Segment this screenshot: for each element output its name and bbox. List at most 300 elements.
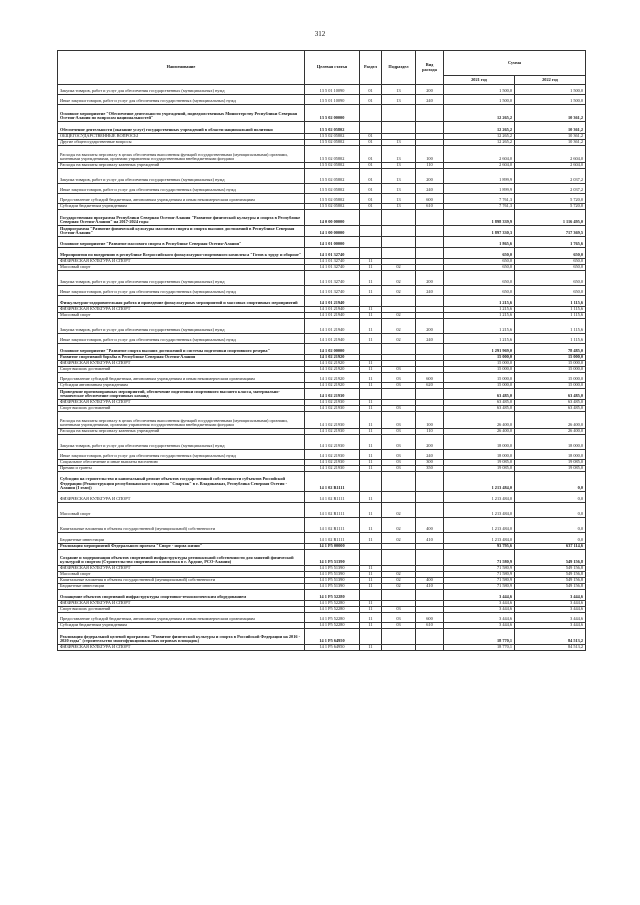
row-code-cell: 13 5 02 00000 [305, 105, 360, 122]
row-code-cell: 14 1 02 21930 [305, 460, 360, 466]
row-section-cell [360, 472, 382, 492]
header-year-2021: 2021 год [444, 76, 515, 85]
row-sum-2022-cell: 10 361,2 [515, 134, 586, 140]
row-subsection-cell: 02 [382, 313, 416, 319]
row-name-cell: Физкультурно-оздоровительная работа и проведение физкультурных мероприятий и массовых спортивных мероприятий [58, 296, 305, 307]
row-subsection-cell: 03 [382, 450, 416, 460]
row-expense-type-cell [416, 389, 444, 400]
row-code-cell: 14 1 02 21920 [305, 367, 360, 373]
row-expense-type-cell: 600 [416, 613, 444, 623]
row-sum-2022-cell: 549 156,8 [515, 550, 586, 566]
row-sum-2022-cell: 0,0 [515, 533, 586, 544]
row-sum-2021-cell: 1 500,0 [444, 95, 515, 105]
row-sum-2021-cell: 3 444,6 [444, 613, 515, 623]
table-row [58, 286, 586, 296]
table-row [58, 163, 586, 169]
row-section-cell: 11 [360, 566, 382, 572]
row-sum-2021-cell: 71 580,9 [444, 566, 515, 572]
row-name-cell: Мероприятия по внедрению в республике Всероссийского физкультурно-спортивного комплекса "Готов к труду и обороне" [58, 248, 305, 259]
row-sum-2022-cell: 3 444,6 [515, 590, 586, 601]
row-subsection-cell [382, 296, 416, 307]
row-sum-2022-cell: 717 369,5 [515, 226, 586, 237]
row-subsection-cell: 13 [382, 146, 416, 163]
row-section-cell: 11 [360, 435, 382, 450]
row-sum-2022-cell: 15 000,0 [515, 383, 586, 389]
header-year-2022: 2022 год [515, 76, 586, 85]
table-row [58, 590, 586, 601]
row-expense-type-cell: 410 [416, 584, 444, 590]
row-sum-2021-cell: 3 444,6 [444, 601, 515, 607]
row-code-cell: 14 1 P5 52280 [305, 590, 360, 601]
row-name-cell: ФИЗИЧЕСКАЯ КУЛЬТУРА И СПОРТ [58, 361, 305, 367]
row-section-cell [360, 590, 382, 601]
table-row [58, 435, 586, 450]
row-subsection-cell [382, 550, 416, 566]
table-row [58, 344, 586, 355]
row-sum-2022-cell: 84 513,2 [515, 645, 586, 651]
row-code-cell: 14 1 02 21920 [305, 373, 360, 383]
row-sum-2021-cell: 12 265,2 [444, 140, 515, 146]
row-sum-2021-cell: 15 000,0 [444, 373, 515, 383]
row-subsection-cell [382, 248, 416, 259]
table-row [58, 184, 586, 194]
row-sum-2022-cell: 549 156,8 [515, 584, 586, 590]
row-sum-2022-cell: 1 115,6 [515, 296, 586, 307]
row-expense-type-cell: 620 [416, 383, 444, 389]
row-sum-2021-cell: 63 485,0 [444, 389, 515, 400]
row-section-cell: 11 [360, 645, 382, 651]
row-section-cell: 11 [360, 518, 382, 533]
row-subsection-cell: 13 [382, 184, 416, 194]
row-expense-type-cell: 240 [416, 95, 444, 105]
row-expense-type-cell: 400 [416, 578, 444, 584]
header-name: Наименование [58, 51, 305, 85]
row-name-cell: Реализация федеральной целевой программы "Развитие физической культуры и спорта в Российской Федерации на 2016 - 2020 годы" (строительство многофункциональных игровых площадок) [58, 629, 305, 645]
row-sum-2021-cell: 19 085,0 [444, 466, 515, 472]
row-code-cell: 13 5 02 05802 [305, 184, 360, 194]
row-expense-type-cell: 240 [416, 184, 444, 194]
row-sum-2022-cell: 3 444,6 [515, 607, 586, 613]
row-code-cell: 13 5 02 05802 [305, 122, 360, 134]
row-name-cell: Спорт высших достижений [58, 406, 305, 412]
row-section-cell: 11 [360, 259, 382, 265]
header-section: Раздел [360, 51, 382, 85]
row-code-cell: 14 1 02 R1111 [305, 533, 360, 544]
row-sum-2022-cell: 10 361,2 [515, 122, 586, 134]
row-sum-2022-cell: 3 444,6 [515, 601, 586, 607]
row-name-cell: Основное мероприятие "Обеспечение деятельности учреждений, подведомственных Министерству Республики Северная Осетия-Алания по вопросам национальностей" [58, 105, 305, 122]
row-name-cell: Основное мероприятие "Развитие массового спорта в Республике Северная Осетия-Алания" [58, 237, 305, 248]
row-sum-2022-cell: 5 720,0 [515, 194, 586, 204]
row-name-cell: Капитальные вложения в объекты государственной (муниципальной) собственности [58, 518, 305, 533]
table-row [58, 134, 586, 140]
row-code-cell: 14 1 P5 51390 [305, 584, 360, 590]
table-row [58, 271, 586, 286]
row-section-cell: 11 [360, 613, 382, 623]
row-section-cell: 11 [360, 607, 382, 613]
row-name-cell: Иные закупки товаров, работ и услуг для обеспечения государственных (муниципальных) нужд [58, 95, 305, 105]
row-subsection-cell: 03 [382, 613, 416, 623]
row-sum-2022-cell: 15 000,0 [515, 355, 586, 361]
row-name-cell: Бюджетные инвестиции [58, 533, 305, 544]
row-expense-type-cell [416, 296, 444, 307]
row-sum-2021-cell: 1 898 339,9 [444, 210, 515, 226]
row-sum-2021-cell: 3 444,6 [444, 590, 515, 601]
row-expense-type-cell: 610 [416, 623, 444, 629]
row-code-cell: 13 5 02 05802 [305, 140, 360, 146]
row-code-cell: 13 5 02 05802 [305, 204, 360, 210]
row-code-cell: 14 1 00 00000 [305, 226, 360, 237]
row-sum-2022-cell: 10 361,2 [515, 140, 586, 146]
table-row [58, 503, 586, 518]
row-sum-2021-cell: 15 000,0 [444, 383, 515, 389]
row-sum-2022-cell: 63 485,0 [515, 400, 586, 406]
row-sum-2022-cell: 1 115,6 [515, 307, 586, 313]
row-section-cell [360, 210, 382, 226]
row-section-cell: 11 [360, 412, 382, 429]
row-code-cell: 14 1 01 21940 [305, 319, 360, 334]
row-expense-type-cell [416, 122, 444, 134]
row-name-cell: Субсидии автономным учреждениям [58, 383, 305, 389]
row-name-cell: Закупка товаров, работ и услуг для обеспечения государственных (муниципальных) нужд [58, 271, 305, 286]
row-sum-2021-cell: 1 215,6 [444, 334, 515, 344]
row-sum-2022-cell: 637 114,6 [515, 544, 586, 550]
row-section-cell: 01 [360, 184, 382, 194]
row-section-cell [360, 105, 382, 122]
row-section-cell: 01 [360, 146, 382, 163]
row-name-cell: Иные закупки товаров, работ и услуг для обеспечения государственных (муниципальных) нужд [58, 334, 305, 344]
row-section-cell: 11 [360, 400, 382, 406]
row-sum-2021-cell: 1 213 484,0 [444, 472, 515, 492]
row-sum-2021-cell: 12 265,2 [444, 134, 515, 140]
row-sum-2021-cell: 15 000,0 [444, 361, 515, 367]
row-expense-type-cell [416, 105, 444, 122]
row-expense-type-cell: 100 [416, 146, 444, 163]
row-sum-2021-cell: 15 000,0 [444, 355, 515, 361]
row-sum-2022-cell: 549 156,8 [515, 578, 586, 584]
row-code-cell: 14 1 01 00000 [305, 237, 360, 248]
row-sum-2022-cell: 650,0 [515, 248, 586, 259]
row-section-cell: 01 [360, 194, 382, 204]
row-expense-type-cell: 240 [416, 286, 444, 296]
row-subsection-cell [382, 226, 416, 237]
table-row [58, 226, 586, 237]
row-code-cell: 13 5 02 05802 [305, 134, 360, 140]
row-code-cell: 14 1 02 21930 [305, 450, 360, 460]
row-sum-2022-cell: 1 500,0 [515, 95, 586, 105]
row-sum-2022-cell: 1 115,6 [515, 319, 586, 334]
row-subsection-cell: 03 [382, 406, 416, 412]
row-subsection-cell: 02 [382, 319, 416, 334]
row-sum-2022-cell: 3 444,6 [515, 613, 586, 623]
row-sum-2021-cell: 2 604,0 [444, 163, 515, 169]
row-code-cell: 14 0 00 00000 [305, 210, 360, 226]
row-name-cell: ФИЗИЧЕСКАЯ КУЛЬТУРА И СПОРТ [58, 259, 305, 265]
row-code-cell: 14 1 02 00000 [305, 344, 360, 355]
table-row [58, 194, 586, 204]
row-subsection-cell: 03 [382, 466, 416, 472]
row-subsection-cell: 02 [382, 584, 416, 590]
row-code-cell: 14 1 P5 64950 [305, 645, 360, 651]
row-code-cell: 14 1 01 21940 [305, 334, 360, 344]
row-expense-type-cell: 240 [416, 334, 444, 344]
row-sum-2021-cell: 18 000,0 [444, 435, 515, 450]
row-code-cell: 14 1 P5 51390 [305, 550, 360, 566]
row-name-cell: Субсидии бюджетным учреждениям [58, 204, 305, 210]
table-row [58, 237, 586, 248]
row-section-cell: 11 [360, 319, 382, 334]
row-code-cell: 14 1 02 21930 [305, 466, 360, 472]
row-sum-2021-cell: 71 580,9 [444, 572, 515, 578]
table-row [58, 105, 586, 122]
row-section-cell: 11 [360, 286, 382, 296]
row-sum-2021-cell: 26 400,0 [444, 429, 515, 435]
row-sum-2022-cell: 15 000,0 [515, 373, 586, 383]
row-name-cell: Расходы на выплаты персоналу казенных учреждений [58, 429, 305, 435]
row-name-cell: Массовый спорт [58, 572, 305, 578]
row-expense-type-cell: 610 [416, 204, 444, 210]
row-sum-2021-cell: 93 795,6 [444, 544, 515, 550]
row-subsection-cell [382, 210, 416, 226]
row-subsection-cell: 03 [382, 373, 416, 383]
table-row [58, 645, 586, 651]
row-sum-2021-cell: 71 580,9 [444, 578, 515, 584]
row-sum-2021-cell: 71 580,9 [444, 550, 515, 566]
row-code-cell: 14 1 02 21930 [305, 412, 360, 429]
table-row [58, 373, 586, 383]
row-sum-2022-cell: 2 037,2 [515, 169, 586, 184]
table-row [58, 518, 586, 533]
row-code-cell: 14 1 P5 51390 [305, 566, 360, 572]
row-expense-type-cell: 400 [416, 518, 444, 533]
row-sum-2021-cell: 63 485,0 [444, 406, 515, 412]
row-sum-2021-cell: 650,0 [444, 286, 515, 296]
header-subsection: Подраздел [382, 51, 416, 85]
table-row [58, 472, 586, 492]
header-expense-type: Вид расхода [416, 51, 444, 85]
row-name-cell: ФИЗИЧЕСКАЯ КУЛЬТУРА И СПОРТ [58, 400, 305, 406]
row-name-cell: Закупка товаров, работ и услуг для обеспечения государственных (муниципальных) нужд [58, 435, 305, 450]
row-subsection-cell: 02 [382, 533, 416, 544]
row-expense-type-cell [416, 629, 444, 645]
table-row [58, 412, 586, 429]
row-name-cell: Субсидии бюджетным учреждениям [58, 623, 305, 629]
row-section-cell: 11 [360, 533, 382, 544]
row-name-cell: Социальное обеспечение и иные выплаты населению [58, 460, 305, 466]
row-sum-2021-cell: 15 000,0 [444, 367, 515, 373]
table-row [58, 533, 586, 544]
row-section-cell: 11 [360, 623, 382, 629]
row-expense-type-cell: 200 [416, 435, 444, 450]
row-sum-2022-cell: 650,0 [515, 265, 586, 271]
row-name-cell: Проведение противоправных мероприятий, обеспечение подготовки спортивного высшего класса, материально-техническое обеспечение спортивных команд [58, 389, 305, 400]
row-section-cell: 01 [360, 95, 382, 105]
row-sum-2021-cell: 1 213 484,0 [444, 503, 515, 518]
row-code-cell: 14 1 02 R1111 [305, 472, 360, 492]
table-row [58, 544, 586, 550]
row-code-cell: 14 1 02 21920 [305, 361, 360, 367]
row-section-cell [360, 629, 382, 645]
row-expense-type-cell [416, 237, 444, 248]
row-sum-2021-cell: 18 000,0 [444, 450, 515, 460]
row-sum-2021-cell: 650,0 [444, 271, 515, 286]
row-sum-2021-cell: 1 213 484,0 [444, 518, 515, 533]
row-sum-2022-cell: 1 116 495,0 [515, 210, 586, 226]
row-name-cell: Закупка товаров, работ и услуг для обеспечения государственных (муниципальных) нужд [58, 169, 305, 184]
budget-table [57, 50, 586, 651]
row-code-cell: 14 1 02 R1111 [305, 492, 360, 503]
row-expense-type-cell: 350 [416, 466, 444, 472]
row-name-cell: Предоставление субсидий бюджетным, автономным учреждениям и иным некоммерческим организациям [58, 194, 305, 204]
row-section-cell [360, 389, 382, 400]
row-code-cell: 14 1 P5 52280 [305, 601, 360, 607]
header-code: Целевая статья [305, 51, 360, 85]
row-sum-2022-cell: 84 513,2 [515, 629, 586, 645]
row-section-cell: 01 [360, 169, 382, 184]
row-subsection-cell: 13 [382, 163, 416, 169]
row-name-cell: Подпрограмма "Развитие физической культуры массового спорта и спорта высших достижений в Республике Северная Осетия-Алания" [58, 226, 305, 237]
row-code-cell: 13 5 02 05802 [305, 163, 360, 169]
row-expense-type-cell: 410 [416, 533, 444, 544]
row-sum-2022-cell: 63 485,0 [515, 389, 586, 400]
row-code-cell: 14 1 01 32740 [305, 271, 360, 286]
row-name-cell: ФИЗИЧЕСКАЯ КУЛЬТУРА И СПОРТ [58, 492, 305, 503]
row-sum-2022-cell: 650,0 [515, 271, 586, 286]
row-code-cell: 14 1 01 32740 [305, 286, 360, 296]
row-sum-2022-cell: 18 000,0 [515, 450, 586, 460]
row-name-cell: Оснащение объектов спортивной инфраструктуры спортивно-технологическим оборудованием [58, 590, 305, 601]
row-name-cell: Основное мероприятие "Развитие спорта высших достижений и системы подготовки спортивного резерва" [58, 344, 305, 355]
row-sum-2021-cell: 1 899,9 [444, 184, 515, 194]
row-sum-2022-cell: 1 115,6 [515, 313, 586, 319]
row-section-cell: 11 [360, 450, 382, 460]
row-sum-2022-cell: 2 604,0 [515, 146, 586, 163]
row-subsection-cell: 02 [382, 503, 416, 518]
row-code-cell: 14 1 02 21920 [305, 383, 360, 389]
row-name-cell: Другие общегосударственные вопросы [58, 140, 305, 146]
row-sum-2022-cell: 5 720,0 [515, 204, 586, 210]
row-section-cell: 11 [360, 361, 382, 367]
table-row [58, 492, 586, 503]
row-section-cell: 11 [360, 307, 382, 313]
row-code-cell: 13 5 01 10090 [305, 85, 360, 95]
row-section-cell: 11 [360, 313, 382, 319]
table-row [58, 389, 586, 400]
row-section-cell: 01 [360, 140, 382, 146]
row-name-cell: Премии и гранты [58, 466, 305, 472]
row-code-cell: 14 1 02 R1111 [305, 503, 360, 518]
row-section-cell [360, 550, 382, 566]
row-expense-type-cell [416, 503, 444, 518]
row-sum-2022-cell: 26 400,0 [515, 429, 586, 435]
row-code-cell: 14 1 01 32740 [305, 259, 360, 265]
row-subsection-cell [382, 645, 416, 651]
row-section-cell [360, 226, 382, 237]
row-section-cell [360, 248, 382, 259]
row-subsection-cell: 02 [382, 271, 416, 286]
row-expense-type-cell: 110 [416, 163, 444, 169]
row-sum-2021-cell: 1 213 484,0 [444, 533, 515, 544]
row-sum-2021-cell: 1 215,6 [444, 307, 515, 313]
row-section-cell: 01 [360, 134, 382, 140]
row-sum-2022-cell: 549 156,8 [515, 566, 586, 572]
row-expense-type-cell [416, 472, 444, 492]
row-code-cell: 14 1 02 21930 [305, 400, 360, 406]
row-section-cell [360, 296, 382, 307]
row-subsection-cell: 02 [382, 334, 416, 344]
row-section-cell [360, 122, 382, 134]
row-expense-type-cell [416, 344, 444, 355]
row-expense-type-cell: 240 [416, 450, 444, 460]
row-name-cell: Капитальные вложения в объекты государственной (муниципальной) собственности [58, 578, 305, 584]
row-section-cell: 11 [360, 503, 382, 518]
table-row [58, 460, 586, 466]
row-subsection-cell: 02 [382, 286, 416, 296]
row-sum-2021-cell: 12 265,2 [444, 122, 515, 134]
row-section-cell: 11 [360, 578, 382, 584]
row-expense-type-cell [416, 645, 444, 651]
row-expense-type-cell: 200 [416, 169, 444, 184]
table-row [58, 85, 586, 95]
row-sum-2022-cell: 78 485,0 [515, 344, 586, 355]
row-code-cell: 14 1 02 21930 [305, 435, 360, 450]
table-row [58, 210, 586, 226]
row-sum-2022-cell: 19 085,0 [515, 460, 586, 466]
row-subsection-cell: 03 [382, 607, 416, 613]
row-sum-2021-cell: 1 899,9 [444, 169, 515, 184]
row-expense-type-cell [416, 550, 444, 566]
row-sum-2022-cell: 3 444,6 [515, 623, 586, 629]
row-section-cell: 11 [360, 265, 382, 271]
row-name-cell: Расходы на выплаты персоналу в целях обеспечения выполнения функций государственными (муниципальными) органами, казенными учреждениями, органами управления государственными внебюджетными фондами [58, 412, 305, 429]
row-sum-2021-cell: 1 865,6 [444, 237, 515, 248]
table-row [58, 355, 586, 361]
row-section-cell: 11 [360, 367, 382, 373]
table-row [58, 122, 586, 134]
page-number: 312 [314, 30, 326, 38]
row-sum-2021-cell: 1 213 484,0 [444, 492, 515, 503]
row-section-cell: 01 [360, 85, 382, 95]
row-code-cell: 14 1 P5 51390 [305, 578, 360, 584]
row-sum-2022-cell: 63 485,0 [515, 406, 586, 412]
row-sum-2021-cell: 1 215,6 [444, 313, 515, 319]
row-name-cell: ФИЗИЧЕСКАЯ КУЛЬТУРА И СПОРТ [58, 307, 305, 313]
row-subsection-cell: 13 [382, 169, 416, 184]
row-code-cell: 14 1 02 R1111 [305, 518, 360, 533]
row-code-cell: 13 5 02 05802 [305, 194, 360, 204]
row-code-cell: 14 1 P5 52280 [305, 613, 360, 623]
row-name-cell: ФИЗИЧЕСКАЯ КУЛЬТУРА И СПОРТ [58, 566, 305, 572]
row-section-cell: 11 [360, 584, 382, 590]
row-name-cell: Развитие спортивной борьбы в Республике Северная Осетия-Алания [58, 355, 305, 361]
row-sum-2022-cell: 26 400,0 [515, 412, 586, 429]
row-subsection-cell [382, 472, 416, 492]
row-code-cell: 14 1 02 21930 [305, 406, 360, 412]
table-row [58, 429, 586, 435]
row-subsection-cell: 03 [382, 460, 416, 466]
row-section-cell: 11 [360, 383, 382, 389]
row-sum-2022-cell: 549 156,8 [515, 572, 586, 578]
row-sum-2022-cell: 18 000,0 [515, 435, 586, 450]
row-name-cell: Иные закупки товаров, работ и услуг для обеспечения государственных (муниципальных) нужд [58, 286, 305, 296]
row-name-cell: Предоставление субсидий бюджетным, автономным учреждениям и иным некоммерческим организациям [58, 613, 305, 623]
row-subsection-cell: 03 [382, 435, 416, 450]
row-name-cell: Спорт высших достижений [58, 607, 305, 613]
row-name-cell: Закупка товаров, работ и услуг для обеспечения государственных (муниципальных) нужд [58, 85, 305, 95]
row-subsection-cell: 13 [382, 194, 416, 204]
row-expense-type-cell: 200 [416, 85, 444, 95]
row-sum-2021-cell: 18 770,1 [444, 629, 515, 645]
